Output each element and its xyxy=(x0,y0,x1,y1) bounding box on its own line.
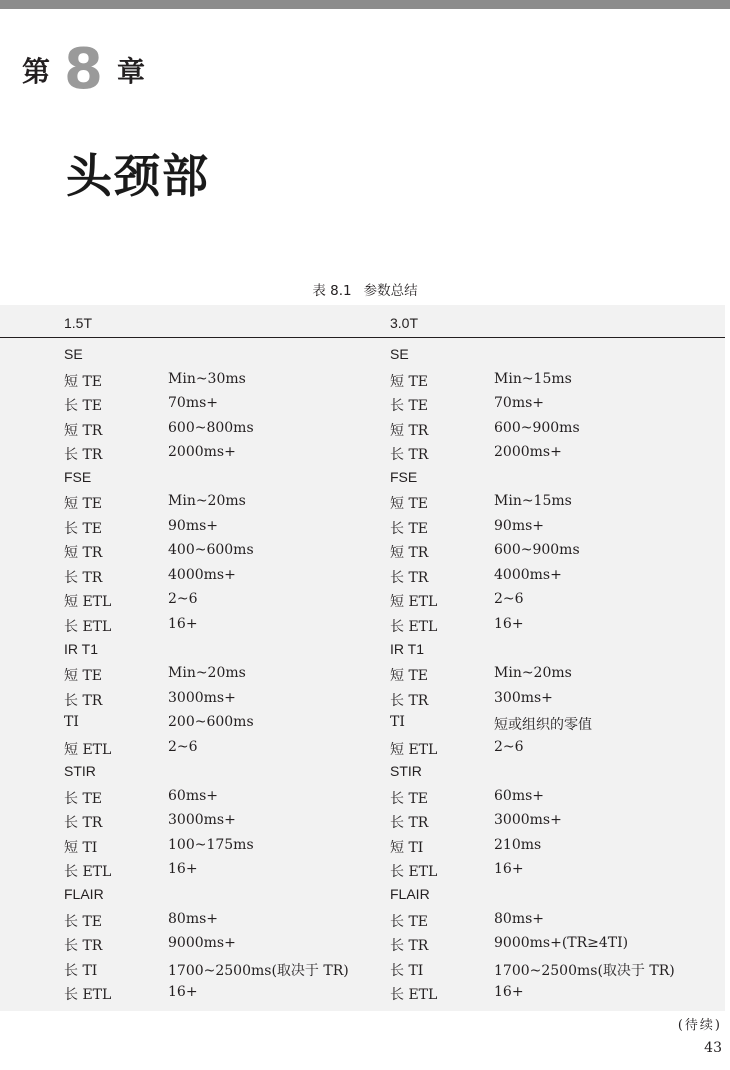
parameter-value: 16+ xyxy=(494,861,524,878)
parameter-table xyxy=(0,305,725,1011)
parameter-label: 短 TR xyxy=(64,422,103,439)
parameter-value: 60ms+ xyxy=(494,787,545,804)
section-label: IR T1 xyxy=(64,640,98,657)
parameter-value: 210ms xyxy=(494,836,542,853)
parameter-label: 长 TI xyxy=(64,962,98,979)
parameter-value: 70ms+ xyxy=(168,395,219,412)
parameter-label: 长 ETL xyxy=(64,864,112,881)
section-label: FSE xyxy=(64,468,92,485)
parameter-value: 2~6 xyxy=(168,591,198,608)
parameter-label: 短 TE xyxy=(390,668,429,685)
parameter-label: 长 TE xyxy=(64,520,103,537)
column-header-1-5t: 1.5T xyxy=(64,315,93,331)
table-caption-text: 参数总结 xyxy=(363,283,418,299)
parameter-label: 长 TE xyxy=(390,913,429,930)
parameter-value: 60ms+ xyxy=(168,787,219,804)
parameter-value: 90ms+ xyxy=(168,517,219,534)
parameter-value: 9000ms+(TR≥4TI) xyxy=(494,935,629,952)
parameter-label: 长 TE xyxy=(390,520,429,537)
section-label: FSE xyxy=(390,468,418,485)
parameter-label: 长 ETL xyxy=(64,987,112,1004)
parameter-value: 1700~2500ms(取决于 TR) xyxy=(494,962,675,979)
section-label: IR T1 xyxy=(390,640,424,657)
parameter-label: 长 TE xyxy=(390,398,429,415)
parameter-label: TI xyxy=(390,714,405,731)
parameter-value: 90ms+ xyxy=(494,517,545,534)
parameter-label: 长 ETL xyxy=(390,987,438,1004)
parameter-value: 80ms+ xyxy=(168,910,219,927)
parameter-value: 短或组织的零值 xyxy=(494,717,592,734)
parameter-value: Min~30ms xyxy=(168,370,246,387)
parameter-value: Min~20ms xyxy=(168,665,246,682)
parameter-value: 3000ms+ xyxy=(168,689,236,706)
parameter-label: 长 TR xyxy=(390,569,429,586)
page-number: 43 xyxy=(704,1040,722,1056)
parameter-label: 短 ETL xyxy=(64,594,112,611)
parameter-label: 短 TI xyxy=(64,839,98,856)
parameter-value: 16+ xyxy=(168,984,198,1001)
chapter-title: 头颈部 xyxy=(66,149,210,203)
parameter-value: 16+ xyxy=(494,616,524,633)
parameter-value: 4000ms+ xyxy=(168,566,236,583)
parameter-value: Min~15ms xyxy=(494,370,572,387)
parameter-label: 长 TE xyxy=(64,790,103,807)
parameter-label: 长 TR xyxy=(390,692,429,709)
parameter-label: 长 TR xyxy=(64,569,103,586)
parameter-value: 2~6 xyxy=(494,738,524,755)
parameter-value: 70ms+ xyxy=(494,395,545,412)
parameter-label: 短 ETL xyxy=(390,594,438,611)
chapter-prefix: 第 xyxy=(22,55,51,88)
parameter-value: 400~600ms xyxy=(168,542,254,559)
parameter-value: Min~20ms xyxy=(494,665,572,682)
parameter-value: 2000ms+ xyxy=(494,444,562,461)
parameter-value: 2000ms+ xyxy=(168,444,236,461)
parameter-value: 200~600ms xyxy=(168,714,254,731)
parameter-label: 短 TE xyxy=(64,373,103,390)
column-header-3-0t: 3.0T xyxy=(390,315,419,331)
section-label: FLAIR xyxy=(64,886,104,903)
parameter-label: 长 TR xyxy=(64,447,103,464)
parameter-label: 长 ETL xyxy=(64,619,112,636)
section-label: STIR xyxy=(390,763,422,780)
top-gray-bar xyxy=(0,0,730,9)
table-caption xyxy=(0,279,730,299)
parameter-label: 长 ETL xyxy=(390,619,438,636)
parameter-label: 短 TI xyxy=(390,839,424,856)
parameter-label: 长 TR xyxy=(64,692,103,709)
parameter-value: 100~175ms xyxy=(168,836,254,853)
parameter-label: 长 TR xyxy=(390,938,429,955)
parameter-label: 短 ETL xyxy=(390,741,438,758)
parameter-value: Min~15ms xyxy=(494,493,572,510)
chapter-suffix: 章 xyxy=(116,55,145,88)
section-label: STIR xyxy=(64,763,96,780)
parameter-value: 16+ xyxy=(494,984,524,1001)
parameter-label: 长 TE xyxy=(64,398,103,415)
parameter-value: 2~6 xyxy=(168,738,198,755)
parameter-value: 1700~2500ms(取决于 TR) xyxy=(168,962,349,979)
parameter-label: 短 TR xyxy=(64,545,103,562)
continued-note: (待续) xyxy=(677,1018,722,1033)
table-header-row xyxy=(0,305,725,338)
parameter-value: 300ms+ xyxy=(494,689,553,706)
parameter-label: 长 TE xyxy=(390,790,429,807)
parameter-label: 长 TR xyxy=(390,447,429,464)
parameter-value: 2~6 xyxy=(494,591,524,608)
section-label: FLAIR xyxy=(390,886,430,903)
table-caption-label: 表 8.1 xyxy=(312,283,352,299)
parameter-value: Min~20ms xyxy=(168,493,246,510)
section-label: SE xyxy=(390,346,409,362)
parameter-value: 4000ms+ xyxy=(494,566,562,583)
parameter-label: 长 TR xyxy=(64,815,103,832)
chapter-heading xyxy=(22,37,145,102)
parameter-value: 3000ms+ xyxy=(494,812,562,829)
parameter-value: 3000ms+ xyxy=(168,812,236,829)
parameter-label: 短 ETL xyxy=(64,741,112,758)
parameter-value: 80ms+ xyxy=(494,910,545,927)
parameter-label: 长 TR xyxy=(390,815,429,832)
parameter-value: 600~900ms xyxy=(494,542,580,559)
parameter-label: TI xyxy=(64,714,79,731)
parameter-label: 长 TE xyxy=(64,913,103,930)
parameter-label: 长 TR xyxy=(64,938,103,955)
section-label: SE xyxy=(64,346,83,362)
parameter-value: 600~900ms xyxy=(494,419,580,436)
parameter-value: 9000ms+ xyxy=(168,935,236,952)
parameter-value: 16+ xyxy=(168,861,198,878)
parameter-label: 短 TE xyxy=(390,496,429,513)
parameter-label: 短 TE xyxy=(64,668,103,685)
parameter-label: 短 TR xyxy=(390,545,429,562)
parameter-value: 16+ xyxy=(168,616,198,633)
parameter-label: 短 TE xyxy=(390,373,429,390)
parameter-label: 短 TE xyxy=(64,496,103,513)
parameter-value: 600~800ms xyxy=(168,419,254,436)
parameter-label: 长 ETL xyxy=(390,864,438,881)
parameter-label: 短 TR xyxy=(390,422,429,439)
parameter-label: 长 TI xyxy=(390,962,424,979)
chapter-number: 8 xyxy=(64,37,103,102)
